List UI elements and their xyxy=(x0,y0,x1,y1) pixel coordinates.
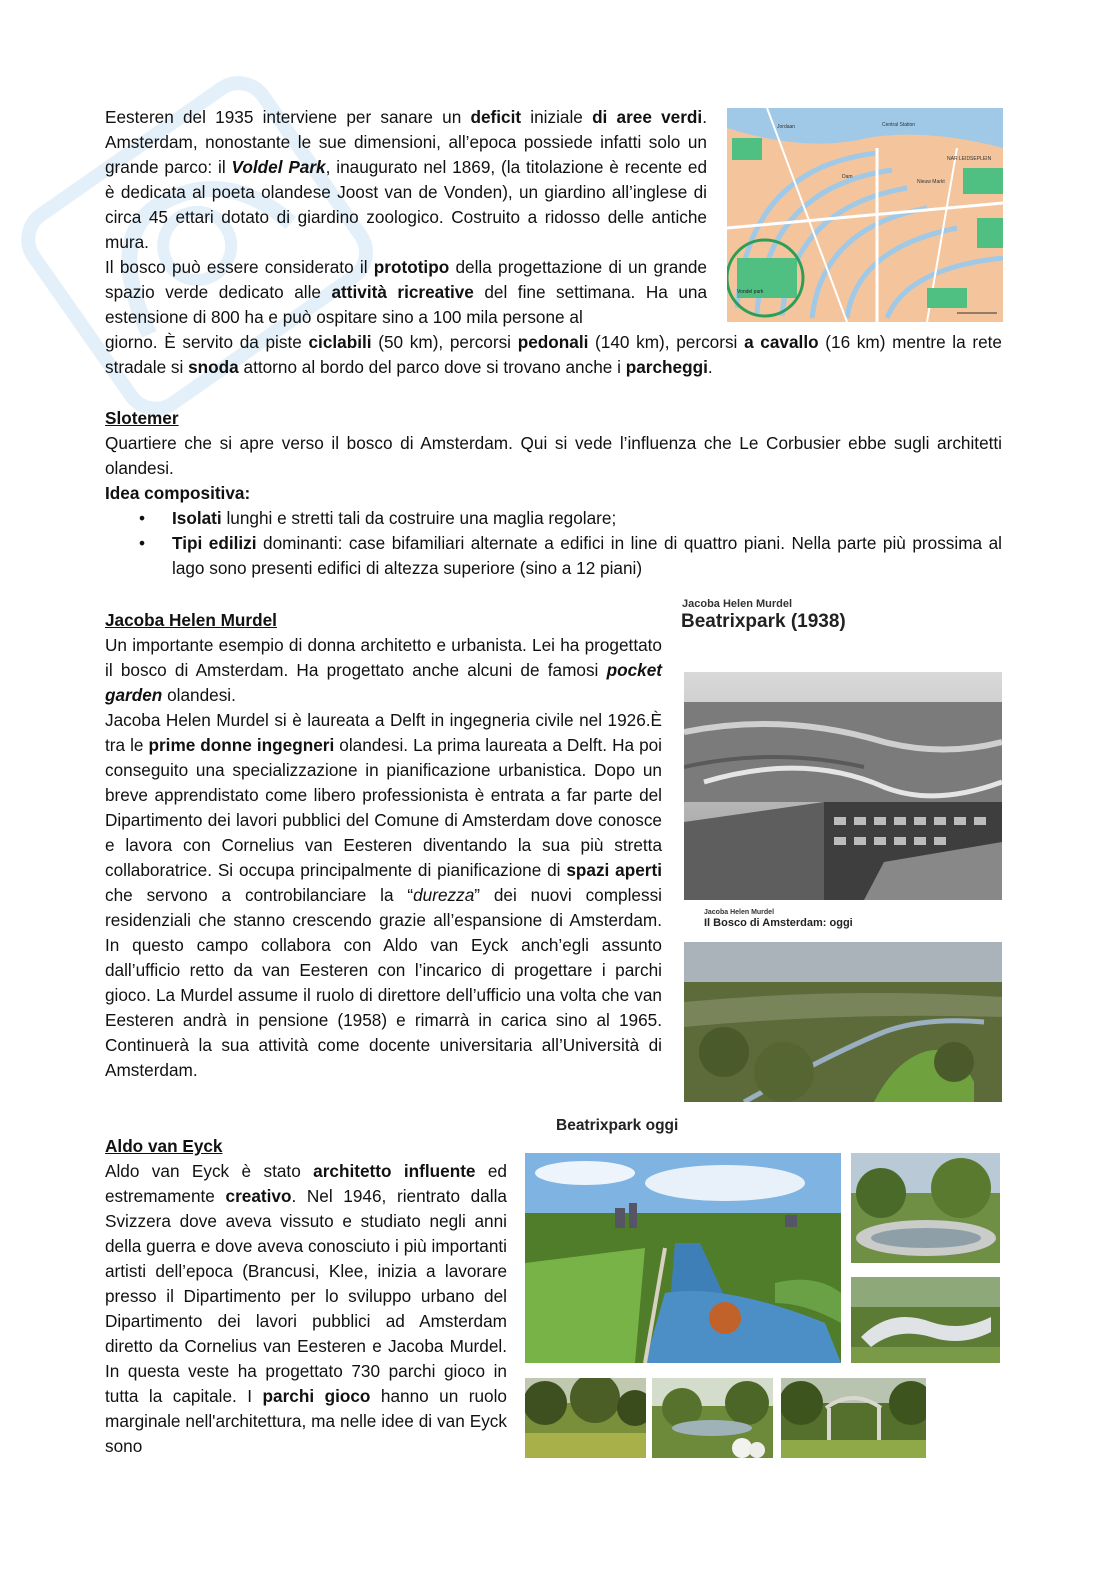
map-label-central-station: Central Station xyxy=(882,122,916,128)
fig2-title-caption: Il Bosco di Amsterdam: oggi xyxy=(704,917,853,929)
text-run: Isolati xyxy=(172,508,222,528)
text-run: deficit xyxy=(470,107,522,127)
text-run: . Nel 1946, rientrato dalla Svizzera dove aveva vissuto e studiato negli anni della guerra e dove aveva conosciuto i più importanti artisti dell’epoca (Brancusi, Klee, inizia a lavorare presso il Dipartimento per lo sviluppo urbano del Dipartimento dei lavori pubblici ad Amsterdam diretto da Cornelius van Eesteren e Jacoba Murdel. In questa veste ha progettato 730 parchi gioco in tutta la capitale. I xyxy=(105,1186,507,1406)
vaneyck-heading: Aldo van Eyck xyxy=(105,1136,223,1156)
text-run: Eesteren del 1935 interviene per sanare un xyxy=(105,107,471,127)
beatrixpark-pond-photo xyxy=(851,1153,1000,1263)
text-run: olandesi. xyxy=(162,685,236,705)
text-run: (16 km) mentre la rete stradale si xyxy=(105,332,1002,377)
beatrixpark-oggi-aerial-photo xyxy=(525,1153,841,1363)
slotemer-bullet-1 xyxy=(105,506,1002,531)
beatrixpark-1938-photo xyxy=(684,672,1002,900)
beatrixpark-flowers-photo xyxy=(652,1378,773,1458)
text-run: Aldo van Eyck è stato xyxy=(105,1161,314,1181)
map-label-dam: Dam xyxy=(842,174,853,180)
intro-paragraph-1 xyxy=(105,105,707,255)
bullet-symbol: • xyxy=(139,533,146,553)
slotemer-bullet-2 xyxy=(105,531,1002,581)
amsterdam-map-figure xyxy=(727,108,1003,322)
intro-paragraph-2a xyxy=(105,255,707,330)
text-run: spazi aperti xyxy=(566,860,662,880)
text-run: architetto influente xyxy=(313,1161,476,1181)
fig1-small-caption: Jacoba Helen Murdel xyxy=(682,598,793,610)
bullet-text xyxy=(172,508,616,528)
text-run: di aree verdi xyxy=(592,107,703,127)
bullet-text xyxy=(172,533,1002,578)
text-run: Tipi edilizi xyxy=(172,533,257,553)
murdel-paragraph-1 xyxy=(105,633,662,708)
gallery-title: Beatrixpark oggi xyxy=(556,1117,679,1134)
beatrixpark-pergola-photo xyxy=(781,1378,926,1458)
text-run: lunghi e stretti tali da costruire una maglia regolare; xyxy=(221,508,617,528)
fig1-title-caption: Beatrixpark (1938) xyxy=(681,611,846,632)
text-run: parchi gioco xyxy=(262,1386,371,1406)
text-run: prototipo xyxy=(373,257,450,277)
text-run: attorno al bordo del parco dove si trovano anche i xyxy=(238,357,626,377)
text-run: Il bosco può essere considerato il xyxy=(105,257,374,277)
map-label-vondelpark: Vondel park xyxy=(737,289,764,295)
slotemer-intro: Quartiere che si apre verso il bosco di Amsterdam. Qui si vede l’influenza che Le Corbusier ebbe sugli architetti olandesi. xyxy=(105,433,1002,478)
text-run: , inaugurato nel 1869, (la titolazione è recente ed è dedicata al poeta olandese Joost van de Vonden), un giardino all’inglese di circa 45 ettari dotato di giardino zoologico. Costruito a ridosso delle antiche mura. xyxy=(105,157,708,252)
slotemer-idea-label: Idea compositiva: xyxy=(105,483,251,503)
text-run: Jacoba Helen Murdel si è laureata a Delft in ingegneria civile nel 1926.È tra le xyxy=(105,710,662,755)
text-run: creativo xyxy=(225,1186,292,1206)
map-label-leidseplein: NAR LEIDSEPLEIN xyxy=(947,156,992,162)
text-run: . xyxy=(707,357,713,377)
text-run: (140 km), percorsi xyxy=(588,332,745,352)
text-run: ” dei nuovi complessi residenziali che stanno crescendo grazie all’espansione di Amsterdam. In questo campo collabora con Aldo van Eyck anch’egli assunto dall’ufficio retto da van Eesteren con l’incarico di progettare i parchi gioco. La Murdel assume il ruolo di direttore dell’ufficio una volta che van Eesteren andrà in pensione (1958) e rimarrà in carica sino al 1965. Continuerà la sua attività come docente universitaria all’Università di Amsterdam. xyxy=(105,885,662,1080)
text-run: pocket garden xyxy=(105,660,662,705)
murdel-heading: Jacoba Helen Murdel xyxy=(105,610,277,630)
text-run: attività ricreative xyxy=(331,282,474,302)
bullet-symbol: • xyxy=(139,508,146,528)
beatrixpark-sculpture-photo xyxy=(851,1277,1000,1363)
beatrixpark-trees-photo xyxy=(525,1378,646,1458)
text-run: ciclabili xyxy=(308,332,372,352)
text-run: iniziale xyxy=(521,107,593,127)
text-run: del fine settimana. Ha una estensione di 800 ha e può ospitare sino a 100 mila persone al xyxy=(105,282,708,327)
map-label-jordaan: Jordaan xyxy=(777,124,796,130)
text-run: (50 km), percorsi xyxy=(371,332,518,352)
text-run: giorno. È servito da piste xyxy=(105,332,309,352)
text-run: ed estremamente xyxy=(105,1161,507,1206)
slotemer-heading: Slotemer xyxy=(105,408,179,428)
map-label-nieuw-markt: Nieuw Markt xyxy=(917,179,945,185)
vaneyck-paragraph xyxy=(105,1159,507,1459)
intro-paragraph-2b xyxy=(105,330,1002,380)
map-graphic xyxy=(727,108,1003,322)
text-run: snoda xyxy=(188,357,239,377)
text-run: olandesi. La prima laureata a Delft. Ha poi conseguito una specializzazione in pianificazione urbanistica. Dopo un breve apprendistato come libero professionista è entrata a far parte del Dipartimento dei lavori pubblici del Comune di Amsterdam dove conosce e lavora con Cornelius van Eesteren diventando la sua più stretta collaboratrice. Si occupa principalmente di pianificazione di xyxy=(105,735,662,880)
fig2-small-caption: Jacoba Helen Murdel xyxy=(704,909,775,916)
text-run: dominanti: case bifamiliari alternate a edifici in line di quattro piani. Nella parte più prossima al lago sono presenti edifici di altezza superiore (sino a 12 piani) xyxy=(172,533,1002,578)
bosco-amsterdam-oggi-photo xyxy=(684,942,1002,1102)
text-run: Voldel Park xyxy=(231,157,326,177)
murdel-paragraph-2 xyxy=(105,708,662,1083)
text-run: che servono a controbilanciare la “ xyxy=(105,885,414,905)
text-run: Un importante esempio di donna architetto e urbanista. Lei ha progettato il bosco di Amsterdam. Ha progettato anche alcuni de famosi xyxy=(105,635,662,680)
text-run: hanno un ruolo marginale nell'architettura, ma nelle idee di van Eyck sono xyxy=(105,1386,507,1456)
text-run: durezza xyxy=(413,885,475,905)
text-run: della progettazione di un grande spazio verde dedicato alle xyxy=(105,257,707,302)
text-run: parcheggi xyxy=(625,357,708,377)
slotemer-bullet-list xyxy=(105,506,1002,581)
text-run: a cavallo xyxy=(744,332,819,352)
text-run: pedonali xyxy=(517,332,589,352)
text-run: prime donne ingegneri xyxy=(148,735,335,755)
text-run: . Amsterdam, nonostante le sue dimensioni, all’epoca possiede infatti solo un grande parco: il xyxy=(105,107,707,177)
